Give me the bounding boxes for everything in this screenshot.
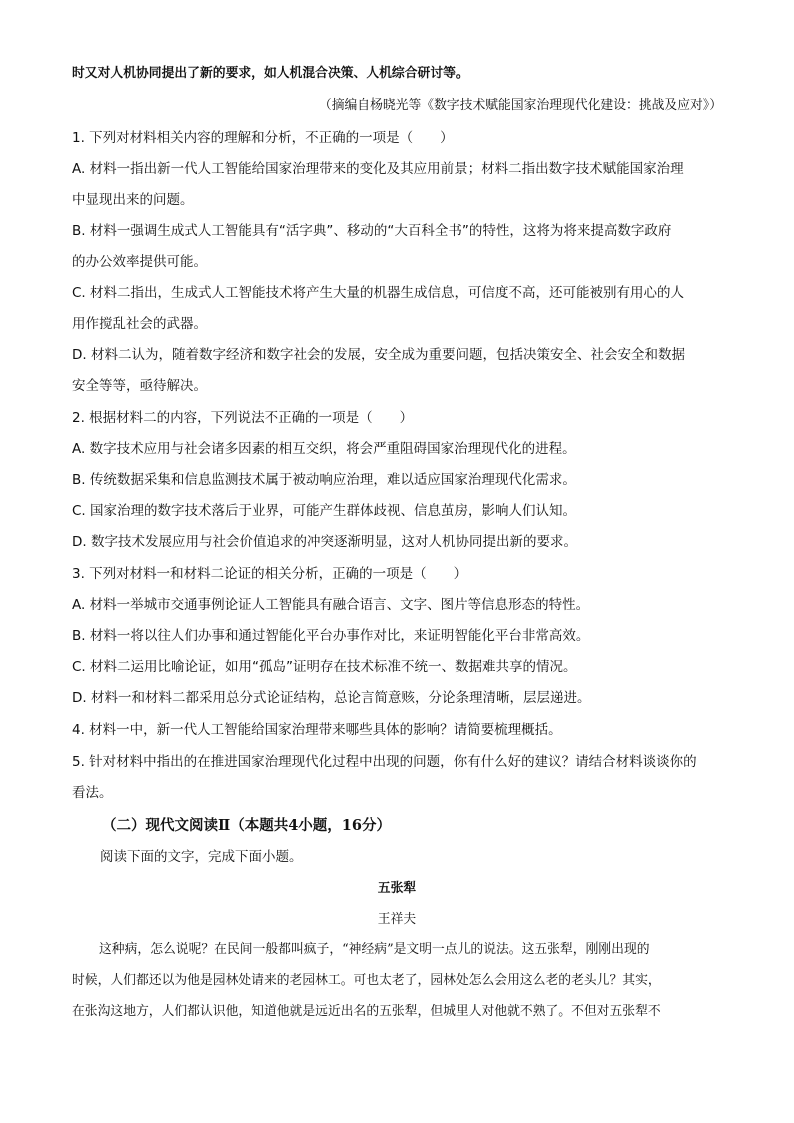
option-1d-cont: 安全等等，亟待解决。 — [72, 378, 207, 394]
instruction: 阅读下面的文字，完成下面小题。 — [100, 849, 303, 865]
story-paragraph-line: 这种病，怎么说呢？在民间一般都叫疯子，“神经病”是文明一点儿的说法。这五张犁，刚刚出现的 — [99, 942, 650, 957]
option-3c: C. 材料二运用比喻论证，如用“孤岛”证明存在技术标准不统一、数据难共享的情况。 — [72, 659, 577, 675]
story-author: 王祥夫 — [377, 912, 417, 927]
question-5: 5. 针对材料中指出的在推进国家治理现代化过程中出现的问题，你有什么好的建议？请结合材料谈谈你的 — [72, 754, 697, 770]
option-2b: B. 传统数据采集和信息监测技术属于被动响应治理，难以适应国家治理现代化需求。 — [72, 472, 576, 488]
question-4: 4. 材料一中，新一代人工智能给国家治理带来哪些具体的影响？请简要梳理概括。 — [72, 722, 562, 738]
option-1c-cont: 用作搅乱社会的武器。 — [72, 316, 207, 332]
option-3b: B. 材料一将以往人们办事和通过智能化平台办事作对比，来证明智能化平台非常高效。 — [72, 628, 590, 644]
option-1a: A. 材料一指出新一代人工智能给国家治理带来的变化及其应用前景；材料二指出数字技术赋能国家治理 — [72, 161, 684, 177]
source-citation: （摘编自杨晓光等《数字技术赋能国家治理现代化建设：挑战及应对》） — [318, 98, 722, 113]
option-2d: D. 数字技术发展应用与社会价值追求的冲突逐渐明显，这对人机协同提出新的要求。 — [72, 534, 577, 550]
question-3: 3. 下列对材料一和材料二论证的相关分析，正确的一项是（ ） — [72, 566, 468, 582]
option-3a: A. 材料一举城市交通事例论证人工智能具有融合语言、文字、图片等信息形态的特性。 — [72, 597, 590, 613]
question-5-cont: 看法。 — [72, 785, 113, 801]
story-title: 五张犁 — [377, 881, 417, 896]
option-2c: C. 国家治理的数字技术落后于业界，可能产生群体歧视、信息茧房，影响人们认知。 — [72, 503, 577, 519]
question-2: 2. 根据材料二的内容，下列说法不正确的一项是（ ） — [72, 410, 414, 426]
text-line: 时又对人机协同提出了新的要求，如人机混合决策、人机综合研讨等。 — [72, 66, 469, 81]
option-1b: B. 材料一强调生成式人工智能具有“活字典”、移动的“大百科全书”的特性，这将为将来提高数字政府 — [72, 223, 672, 239]
question-1: 1. 下列对材料相关内容的理解和分析，不正确的一项是（ ） — [72, 130, 454, 146]
option-1d: D. 材料二认为，随着数字经济和数字社会的发展，安全成为重要问题，包括决策安全、社会安全和数据 — [72, 347, 685, 363]
option-2a: A. 数字技术应用与社会诸多因素的相互交织，将会严重阻碍国家治理现代化的进程。 — [72, 441, 576, 457]
story-paragraph-line: 时候，人们都还以为他是园林处请来的老园林工。可也太老了，园林处怎么会用这么老的老头儿？其实， — [72, 973, 661, 988]
option-1b-cont: 的办公效率提供可能。 — [72, 254, 207, 270]
option-3d: D. 材料一和材料二都采用总分式论证结构，总论言简意赅，分论条理清晰，层层递进。 — [72, 690, 591, 706]
option-1a-cont: 中显现出来的问题。 — [72, 192, 194, 208]
story-paragraph-line: 在张沟这地方，人们都认识他，知道他就是远近出名的五张犁，但城里人对他就不熟了。不但对五张犁不 — [72, 1004, 661, 1019]
option-1c: C. 材料二指出，生成式人工智能技术将产生大量的机器生成信息，可信度不高，还可能被别有用心的人 — [72, 285, 685, 301]
section-heading: （二）现代文阅读Ⅱ（本题共4小题，16分） — [102, 817, 391, 834]
